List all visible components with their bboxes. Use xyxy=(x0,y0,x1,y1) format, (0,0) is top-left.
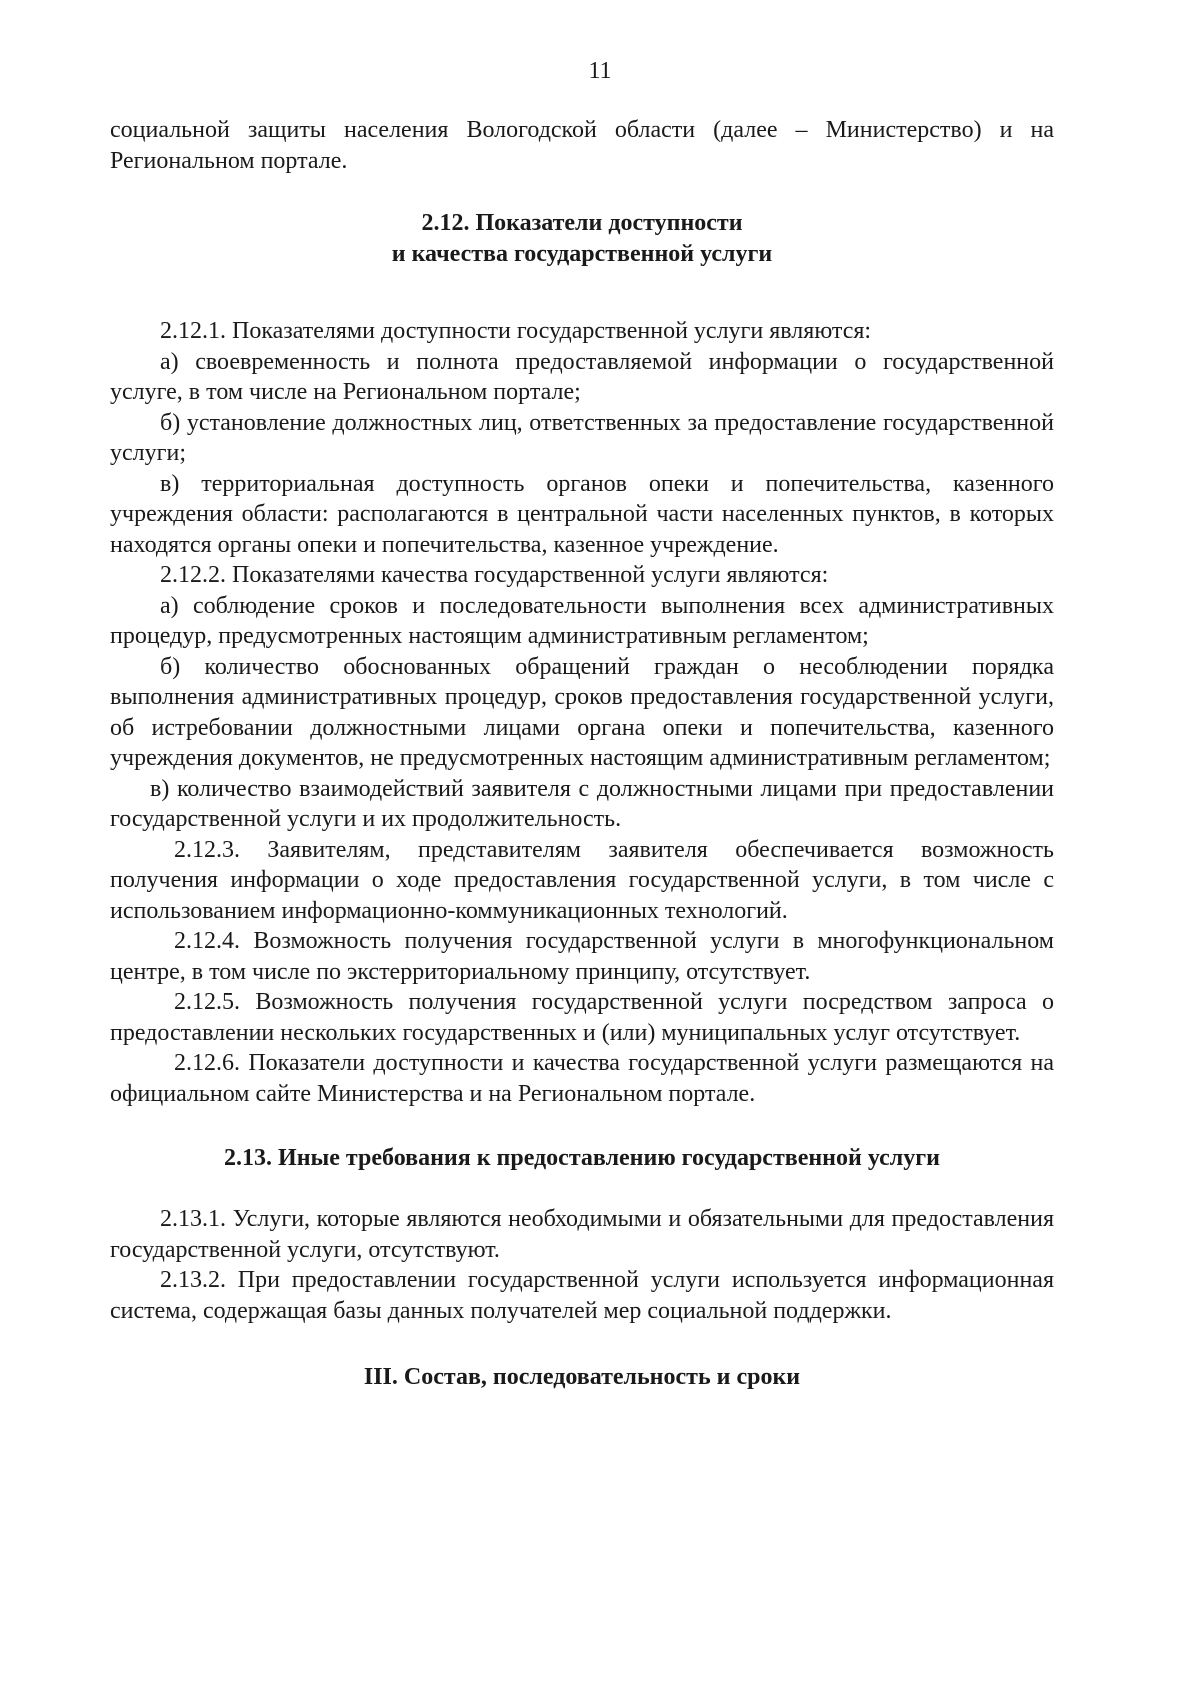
paragraph-2-12-3: 2.12.3. Заявителям, представителям заявителя обеспечивается возможность получения информации о ходе предоставления государственной услуги, в том числе с использованием информационно-коммуникационных технологий. xyxy=(110,836,1054,924)
section-iii-heading: III. Состав, последовательность и сроки xyxy=(363,1364,801,1390)
paragraph-2-12-1-a: а) своевременность и полнота предоставляемой информации о государственной услуге, в том числе на Региональном портале; xyxy=(110,348,1054,405)
paragraph-2-12-1-b: б) установление должностных лиц, ответственных за предоставление государственной услуги; xyxy=(110,409,1054,466)
paragraph-2-12-4: 2.12.4. Возможность получения государственной услуги в многофункциональном центре, в том числе по экстерриториальному принципу, отсутствует. xyxy=(110,928,1054,985)
paragraph-2-12-2-a: а) соблюдение сроков и последовательности выполнения всех административных процедур, предусмотренных настоящим административным регламентом; xyxy=(110,592,1054,649)
paragraph-2-12-2-v: в) количество взаимодействий заявителя с должностными лицами при предоставлении государственной услуги и их продолжительность. xyxy=(110,775,1054,832)
section-2-12-heading xyxy=(110,208,1054,270)
paragraph-2-12-1: 2.12.1. Показателями доступности государственной услуги являются: xyxy=(160,318,872,344)
paragraph-2-12-1-v: в) территориальная доступность органов опеки и попечительства, казенного учреждения области: располагаются в центральной части населенных пунктов, в которых находятся органы опеки и попечительства, казенное учреждение. xyxy=(110,470,1054,558)
paragraph-2-12-2-b: б) количество обоснованных обращений граждан о несоблюдении порядка выполнения административных процедур, сроков предоставления государственной услуги, об истребовании должностными лицами органа опеки и попечительства, казенного учреждения документов, не предусмотренных настоящим административным регламентом; xyxy=(110,653,1054,771)
paragraph-2-12-6: 2.12.6. Показатели доступности и качества государственной услуги размещаются на официальном сайте Министерства и на Региональном портале. xyxy=(110,1050,1054,1107)
page-content xyxy=(110,115,1054,1393)
intro-paragraph: социальной защиты населения Вологодской области (далее – Министерство) и на Региональном портале. xyxy=(110,117,1054,174)
section-2-12-title-line2: и качества государственной услуги xyxy=(391,241,773,267)
paragraph-2-13-2: 2.13.2. При предоставлении государственной услуги используется информационная система, содержащая базы данных получателей мер социальной поддержки. xyxy=(110,1267,1054,1324)
page-number: 11 xyxy=(588,58,612,84)
paragraph-2-12-2: 2.12.2. Показателями качества государственной услуги являются: xyxy=(160,562,829,588)
paragraph-2-13-1: 2.13.1. Услуги, которые являются необходимыми и обязательными для предоставления государственной услуги, отсутствуют. xyxy=(110,1206,1054,1263)
paragraph-2-12-5: 2.12.5. Возможность получения государственной услуги посредством запроса о предоставлении нескольких государственных и (или) муниципальных услуг отсутствует. xyxy=(110,989,1054,1046)
section-2-13-heading: 2.13. Иные требования к предоставлению государственной услуги xyxy=(224,1145,940,1171)
section-2-12-title-line1: 2.12. Показатели доступности xyxy=(421,210,743,236)
